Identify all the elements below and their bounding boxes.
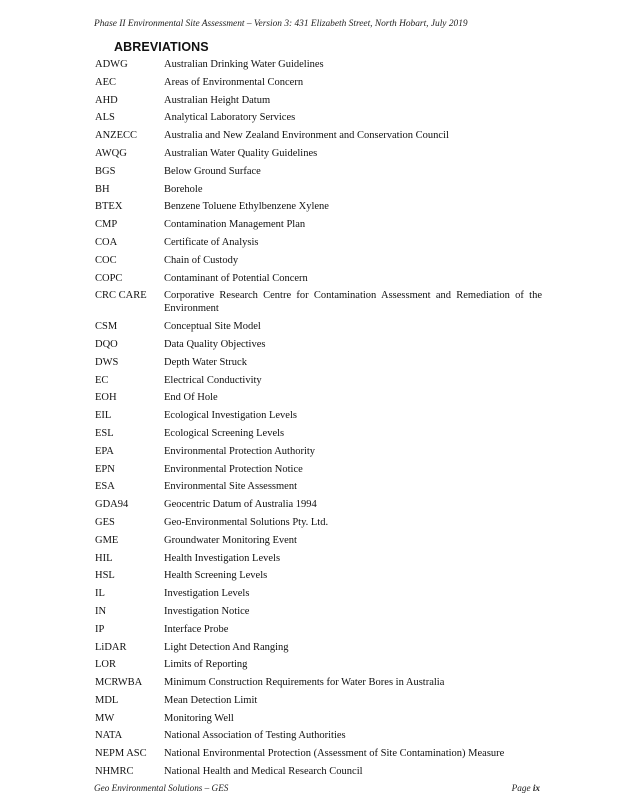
abbreviation-term: BGS <box>95 165 116 177</box>
abbreviation-term: HIL <box>95 552 113 564</box>
abbreviation-term: GME <box>95 534 119 546</box>
abbreviation-term: ANZECC <box>95 130 137 142</box>
section-title: ABREVIATIONS <box>114 40 209 54</box>
abbreviation-definition: Benzene Toluene Ethylbenzene Xylene <box>164 201 329 213</box>
abbreviation-definition: Health Investigation Levels <box>164 552 281 564</box>
abbreviation-term: MCRWBA <box>95 677 143 689</box>
abbreviation-term: MDL <box>95 694 119 706</box>
abbreviation-definition: National Environmental Protection (Assessment of Site Contamination) Measure <box>164 748 505 760</box>
abbreviation-term: EPA <box>95 445 114 457</box>
abbreviation-definition: Depth Water Struck <box>164 356 247 368</box>
abbreviation-term: COC <box>95 254 117 266</box>
abbreviation-row <box>95 445 542 458</box>
abbreviation-term: IN <box>95 605 107 617</box>
abbreviation-row <box>95 147 542 160</box>
abbreviation-term: LOR <box>95 659 116 671</box>
abbreviation-row <box>95 623 542 636</box>
abbreviation-definition: Minimum Construction Requirements for Water Bores in Australia <box>164 677 445 689</box>
abbreviation-row <box>95 658 542 671</box>
abbreviation-row <box>95 374 542 387</box>
abbreviation-term: GDA94 <box>95 499 129 511</box>
abbreviation-row <box>95 272 542 285</box>
abbreviation-term: DQO <box>95 338 118 350</box>
abbreviation-row <box>95 569 542 582</box>
abbreviation-term: ESA <box>95 481 115 493</box>
abbreviation-term: CMP <box>95 219 118 231</box>
abbreviation-term: AEC <box>95 76 116 88</box>
page-label: Page <box>511 783 531 793</box>
abbreviation-definition: Limits of Reporting <box>164 659 248 671</box>
abbreviation-definition: Analytical Laboratory Services <box>164 112 296 124</box>
page-header: Phase II Environmental Site Assessment – Version 3: 431 Elizabeth Street, North Hobart, July 2019 <box>94 19 468 29</box>
abbreviation-term: ALS <box>95 112 115 124</box>
abbreviation-term: CRC CARE <box>95 290 147 302</box>
abbreviation-definition: Geocentric Datum of Australia 1994 <box>164 499 317 511</box>
abbreviation-term: BH <box>95 183 110 195</box>
abbreviation-term: GES <box>95 516 115 528</box>
abbreviation-definition: Interface Probe <box>164 623 229 635</box>
page-number: ix <box>532 783 540 793</box>
abbreviation-definition: Investigation Notice <box>164 605 250 617</box>
abbreviation-definition: End Of Hole <box>164 392 218 404</box>
abbreviation-row <box>95 498 542 511</box>
abbreviation-term: HSL <box>95 570 115 582</box>
footer-company: Geo Environmental Solutions – GES <box>94 783 229 793</box>
abbreviation-definition: Health Screening Levels <box>164 570 268 582</box>
abbreviation-definition: Mean Detection Limit <box>164 694 258 706</box>
abbreviation-term: AHD <box>95 94 118 106</box>
abbreviation-term: COA <box>95 236 118 248</box>
abbreviation-row <box>95 94 542 107</box>
abbreviation-term: NEPM ASC <box>95 748 147 760</box>
abbreviation-definition: Ecological Screening Levels <box>164 427 285 439</box>
abbreviation-definition: Australian Drinking Water Guidelines <box>164 59 324 70</box>
abbreviation-term: ADWG <box>95 59 128 70</box>
abbreviation-row <box>95 391 542 404</box>
abbreviation-term: EC <box>95 374 109 386</box>
abbreviation-row <box>95 605 542 618</box>
abbreviation-row <box>95 712 542 725</box>
abbreviation-term: EIL <box>95 410 112 422</box>
abbreviation-row <box>95 480 542 493</box>
abbreviation-row <box>95 129 542 142</box>
abbreviation-definition: Light Detection And Ranging <box>164 641 289 653</box>
abbreviation-definition: Corporative Research Centre for Contamination Assessment and Remediation of the Environment <box>164 290 542 315</box>
abbreviation-row <box>95 200 542 213</box>
abbreviation-definition: Monitoring Well <box>164 712 234 724</box>
abbreviation-definition: Areas of Environmental Concern <box>164 76 304 88</box>
abbreviation-term: EPN <box>95 463 115 475</box>
abbreviation-row <box>95 183 542 196</box>
abbreviation-row <box>95 427 542 440</box>
abbreviation-row <box>95 218 542 231</box>
abbreviations-list <box>95 58 542 783</box>
abbreviation-row <box>95 765 542 778</box>
abbreviation-definition: Australian Height Datum <box>164 94 271 106</box>
abbreviation-row <box>95 356 542 369</box>
abbreviation-definition: Australia and New Zealand Environment and Conservation Council <box>164 130 449 142</box>
abbreviation-term: NATA <box>95 730 123 742</box>
abbreviation-row <box>95 236 542 249</box>
abbreviation-definition: Investigation Levels <box>164 588 250 600</box>
abbreviation-row <box>95 552 542 565</box>
abbreviation-definition: Data Quality Objectives <box>164 338 266 350</box>
abbreviation-row <box>95 587 542 600</box>
abbreviation-definition: Environmental Site Assessment <box>164 481 297 493</box>
abbreviation-row <box>95 676 542 689</box>
abbreviation-definition: Conceptual Site Model <box>164 321 261 333</box>
abbreviation-row <box>95 729 542 742</box>
abbreviation-term: COPC <box>95 272 123 284</box>
abbreviation-row <box>95 694 542 707</box>
abbreviation-definition: Groundwater Monitoring Event <box>164 534 297 546</box>
abbreviation-definition: Contamination Management Plan <box>164 219 306 231</box>
abbreviation-row <box>95 641 542 654</box>
abbreviation-term: MW <box>95 712 115 724</box>
abbreviation-definition: National Health and Medical Research Council <box>164 766 363 778</box>
abbreviation-term: EOH <box>95 392 117 404</box>
abbreviation-row <box>95 76 542 89</box>
abbreviation-term: BTEX <box>95 201 123 213</box>
abbreviation-row <box>95 463 542 476</box>
abbreviation-row <box>95 254 542 267</box>
abbreviation-definition: Environmental Protection Notice <box>164 463 303 475</box>
abbreviation-row <box>95 111 542 124</box>
abbreviation-term: NHMRC <box>95 766 134 778</box>
abbreviation-term: IL <box>95 588 105 600</box>
abbreviation-definition: Contaminant of Potential Concern <box>164 272 308 284</box>
abbreviation-definition: Certificate of Analysis <box>164 236 259 248</box>
abbreviation-definition: Ecological Investigation Levels <box>164 410 297 422</box>
abbreviation-definition: Below Ground Surface <box>164 165 261 177</box>
footer-page-number <box>512 783 540 793</box>
abbreviation-term: ESL <box>95 427 114 439</box>
abbreviation-definition: Chain of Custody <box>164 254 239 266</box>
abbreviation-definition: National Association of Testing Authorities <box>164 730 346 742</box>
abbreviation-row <box>95 320 542 333</box>
abbreviation-term: CSM <box>95 321 118 333</box>
abbreviation-term: IP <box>95 623 105 635</box>
abbreviation-row <box>95 338 542 351</box>
abbreviation-row <box>95 534 542 547</box>
abbreviation-term: AWQG <box>95 147 127 159</box>
abbreviation-definition: Electrical Conductivity <box>164 374 262 386</box>
abbreviation-row <box>95 409 542 422</box>
abbreviation-row <box>95 747 542 760</box>
abbreviation-definition: Environmental Protection Authority <box>164 445 316 457</box>
abbreviation-definition: Geo-Environmental Solutions Pty. Ltd. <box>164 516 329 528</box>
abbreviation-definition: Borehole <box>164 183 203 195</box>
abbreviation-row <box>95 165 542 178</box>
abbreviation-definition: Australian Water Quality Guidelines <box>164 147 318 159</box>
abbreviation-term: DWS <box>95 356 119 368</box>
abbreviation-row <box>95 58 542 71</box>
abbreviation-row <box>95 289 542 315</box>
abbreviation-term: LiDAR <box>95 641 127 653</box>
abbreviation-row <box>95 516 542 529</box>
